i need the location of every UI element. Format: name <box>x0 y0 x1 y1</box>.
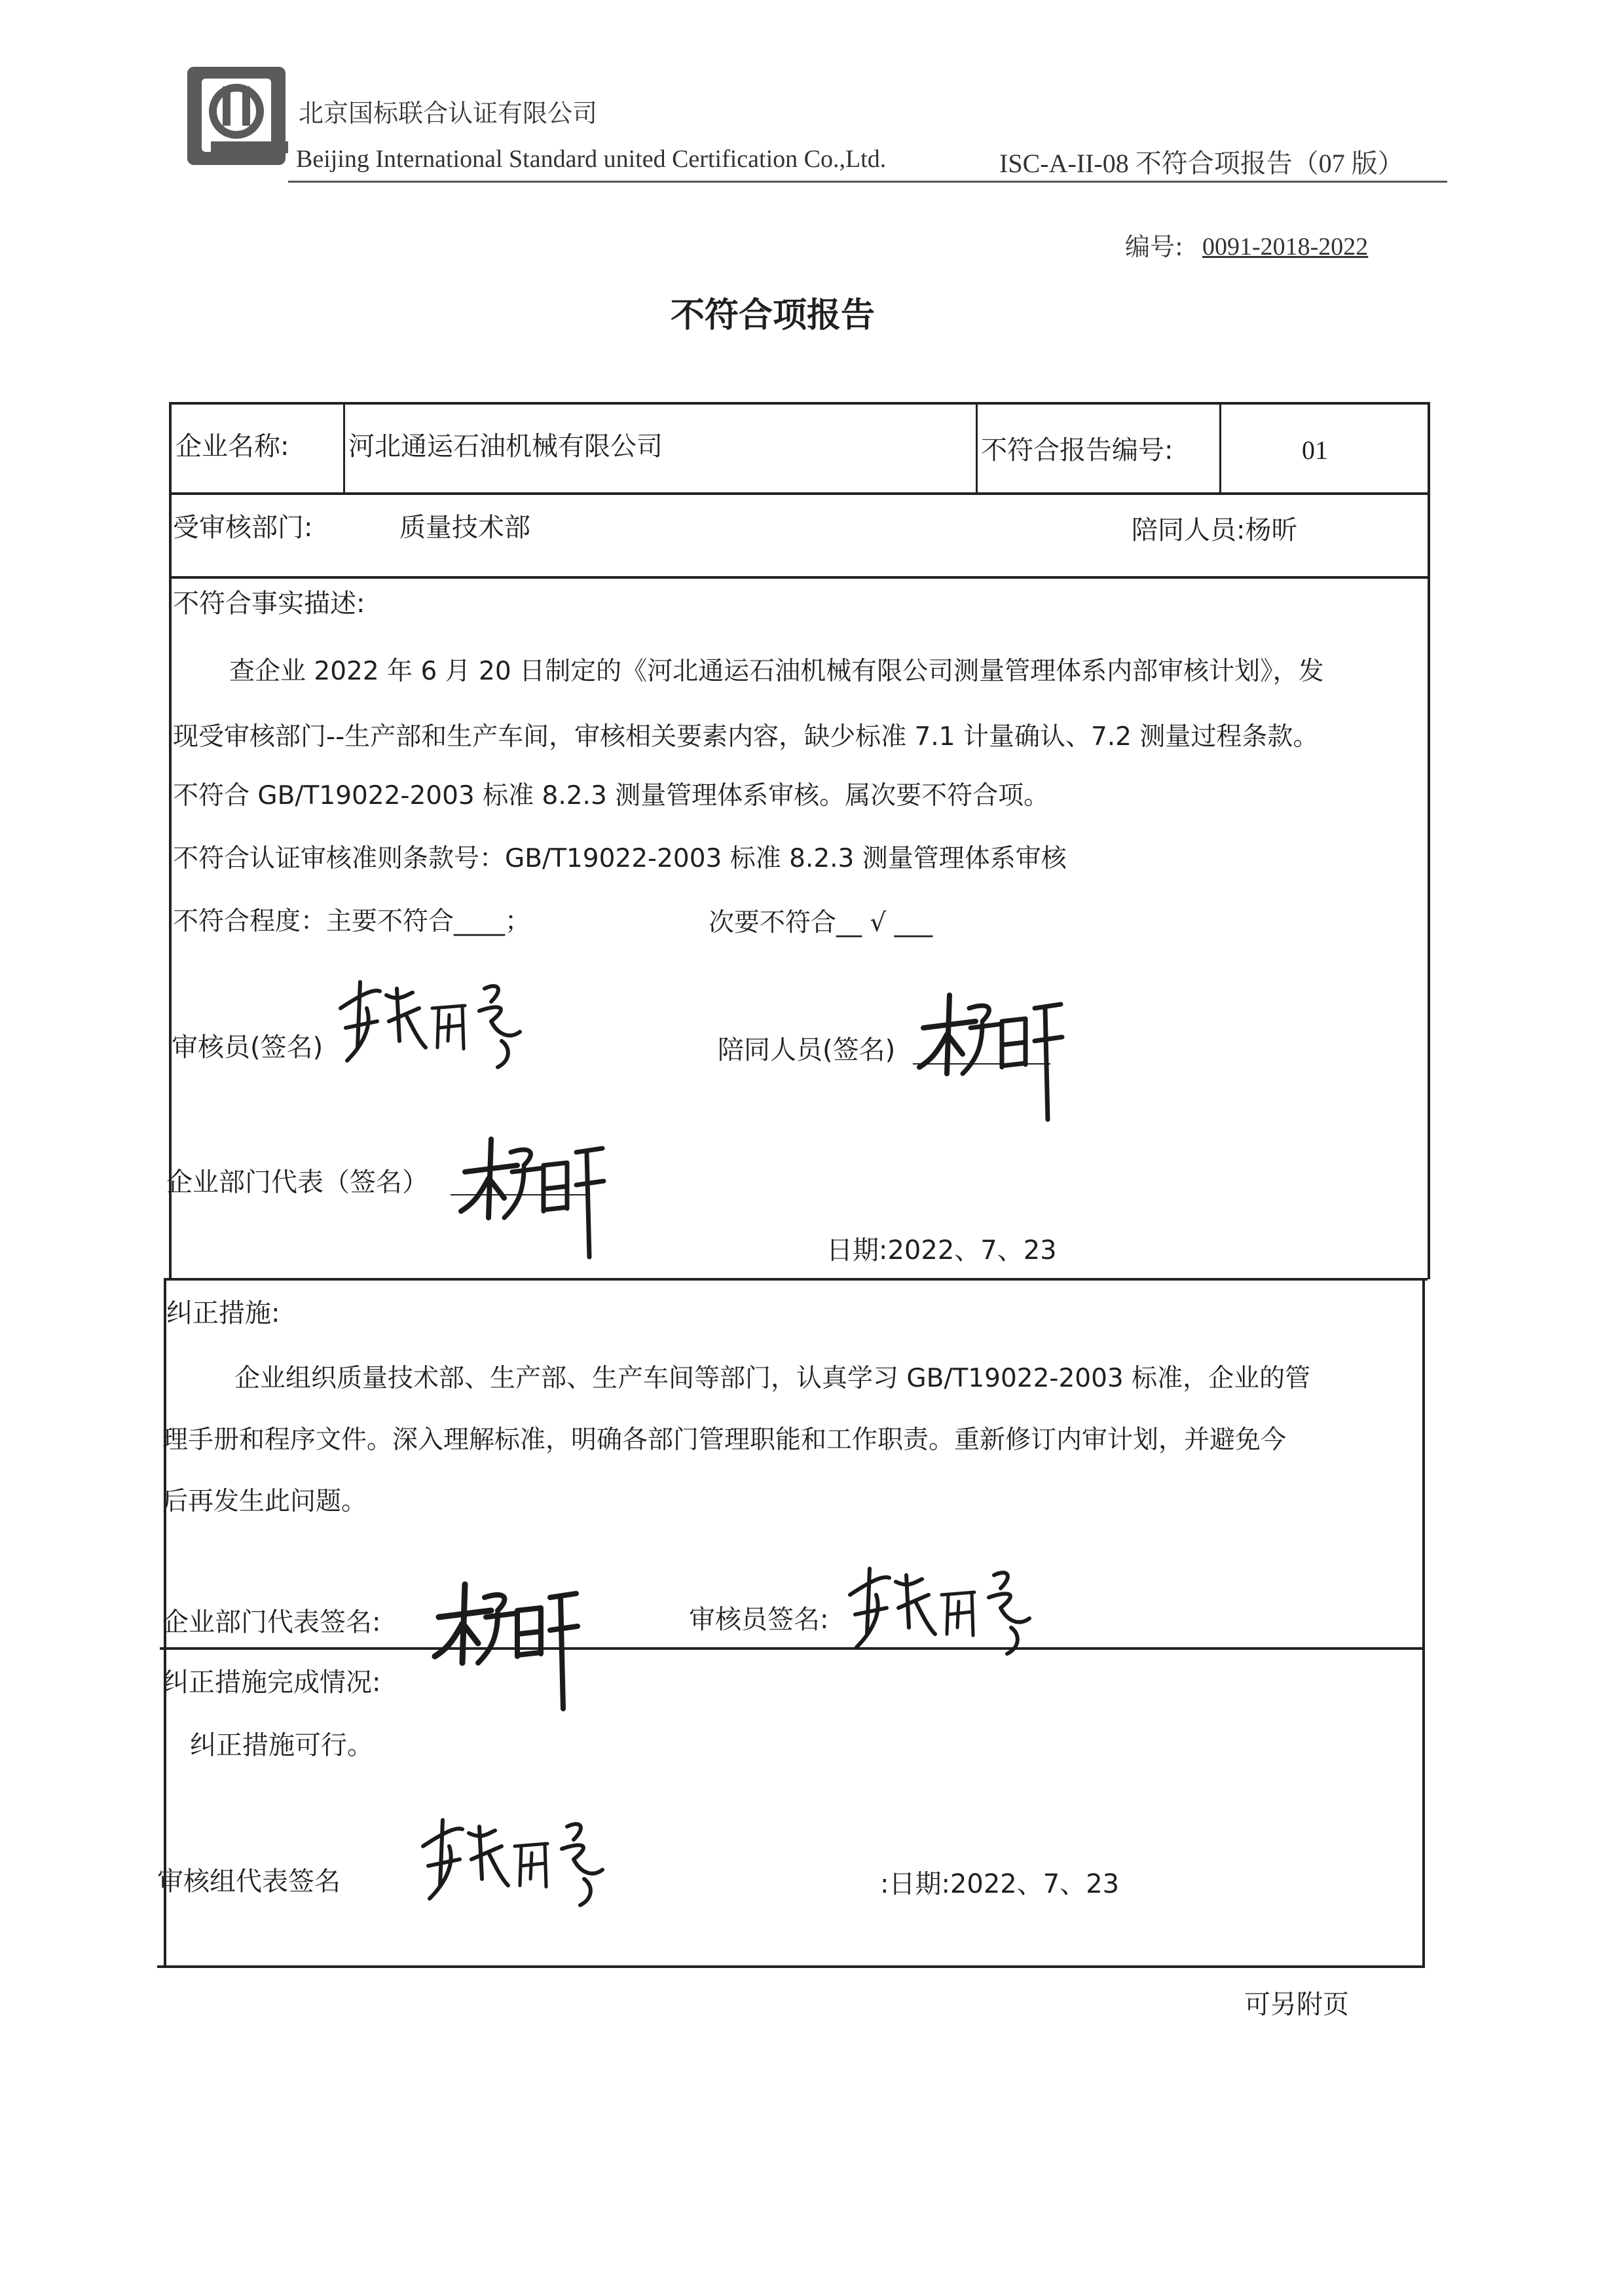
nonconformity-clause: 不符合认证审核准则条款号：GB/T19022-2003 标准 8.2.3 测量管理体系审核 <box>173 844 1067 873</box>
auditor-sig-label: 审核员(签名) <box>172 1032 323 1063</box>
nonconformity-line-2: 现受审核部门--生产部和生产车间，审核相关要素内容，缺少标准 7.1 计量确认、7.2 测量过程条款。 <box>173 722 1319 752</box>
corrective-dept-rep-label: 企业部门代表签名: <box>162 1607 381 1637</box>
accompany-label: 陪同人员:杨昕 <box>1132 515 1298 545</box>
header-rule <box>288 181 1447 183</box>
report-no-value: 01 <box>1302 435 1328 465</box>
footer-note: 可另附页 <box>1244 1990 1349 2020</box>
corrective-auditor-label: 审核员签名: <box>689 1605 829 1635</box>
degree-minor: 次要不符合__ √ ___ <box>709 908 933 938</box>
dept-rep-signature-1 <box>452 1126 609 1279</box>
auditor-signature-3 <box>416 1807 613 1914</box>
company-name-en: Beijing International Standard united Certification Co.,Ltd. <box>296 145 887 173</box>
bisc-logo-icon <box>185 64 288 168</box>
company-name-cn: 北京国标联合认证有限公司 <box>299 99 598 128</box>
completion-heading: 纠正措施完成情况: <box>162 1667 381 1698</box>
dept-rep-sig-label: 企业部门代表（签名） <box>166 1167 428 1197</box>
dept-rep-signature-2 <box>426 1571 583 1724</box>
nonconformity-line-3: 不符合 GB/T19022-2003 标准 8.2.3 测量管理体系审核。属次要不符合项。 <box>173 781 1050 811</box>
completion-date: :日期:2022、7、23 <box>880 1869 1120 1899</box>
page-title: 不符合项报告 <box>671 296 876 335</box>
degree-major: 不符合程度：主要不符合____； <box>173 907 531 936</box>
completion-text: 纠正措施可行。 <box>190 1730 373 1760</box>
nonconformity-date: 日期:2022、7、23 <box>826 1235 1057 1266</box>
corrective-line-3: 后再发生此问题。 <box>162 1487 367 1516</box>
form-code: ISC-A-II-08 不符合项报告（07 版） <box>999 149 1404 178</box>
company-value: 河北通运石油机械有限公司 <box>348 431 663 462</box>
corrective-line-1: 企业组织质量技术部、生产部、生产车间等部门，认真学习 GB/T19022-2003 标准，企业的管 <box>234 1364 1311 1393</box>
report-no-label: 不符合报告编号: <box>981 435 1173 465</box>
accompany-sig-label: 陪同人员(签名) <box>718 1035 896 1065</box>
auditor-signature-2 <box>843 1556 1040 1663</box>
corrective-heading: 纠正措施: <box>166 1298 280 1328</box>
nonconformity-heading: 不符合事实描述: <box>173 589 365 619</box>
doc-number-value: 0091-2018-2022 <box>1202 233 1369 261</box>
company-label: 企业名称: <box>175 431 289 462</box>
accompany-signature-1 <box>910 982 1067 1135</box>
team-rep-label: 审核组代表签名 <box>157 1867 341 1897</box>
auditor-signature-1 <box>334 969 530 1076</box>
dept-value: 质量技术部 <box>399 513 530 543</box>
dept-label: 受审核部门: <box>173 513 313 543</box>
doc-number-label: 编号: <box>1125 232 1183 261</box>
nonconformity-line-1: 查企业 2022 年 6 月 20 日制定的《河北通运石油机械有限公司测量管理体系内部审核计划》，发 <box>229 657 1324 686</box>
company-logo <box>185 64 288 168</box>
corrective-line-2: 理手册和程序文件。深入理解标准，明确各部门管理职能和工作职责。重新修订内审计划，并避免今 <box>162 1425 1287 1455</box>
